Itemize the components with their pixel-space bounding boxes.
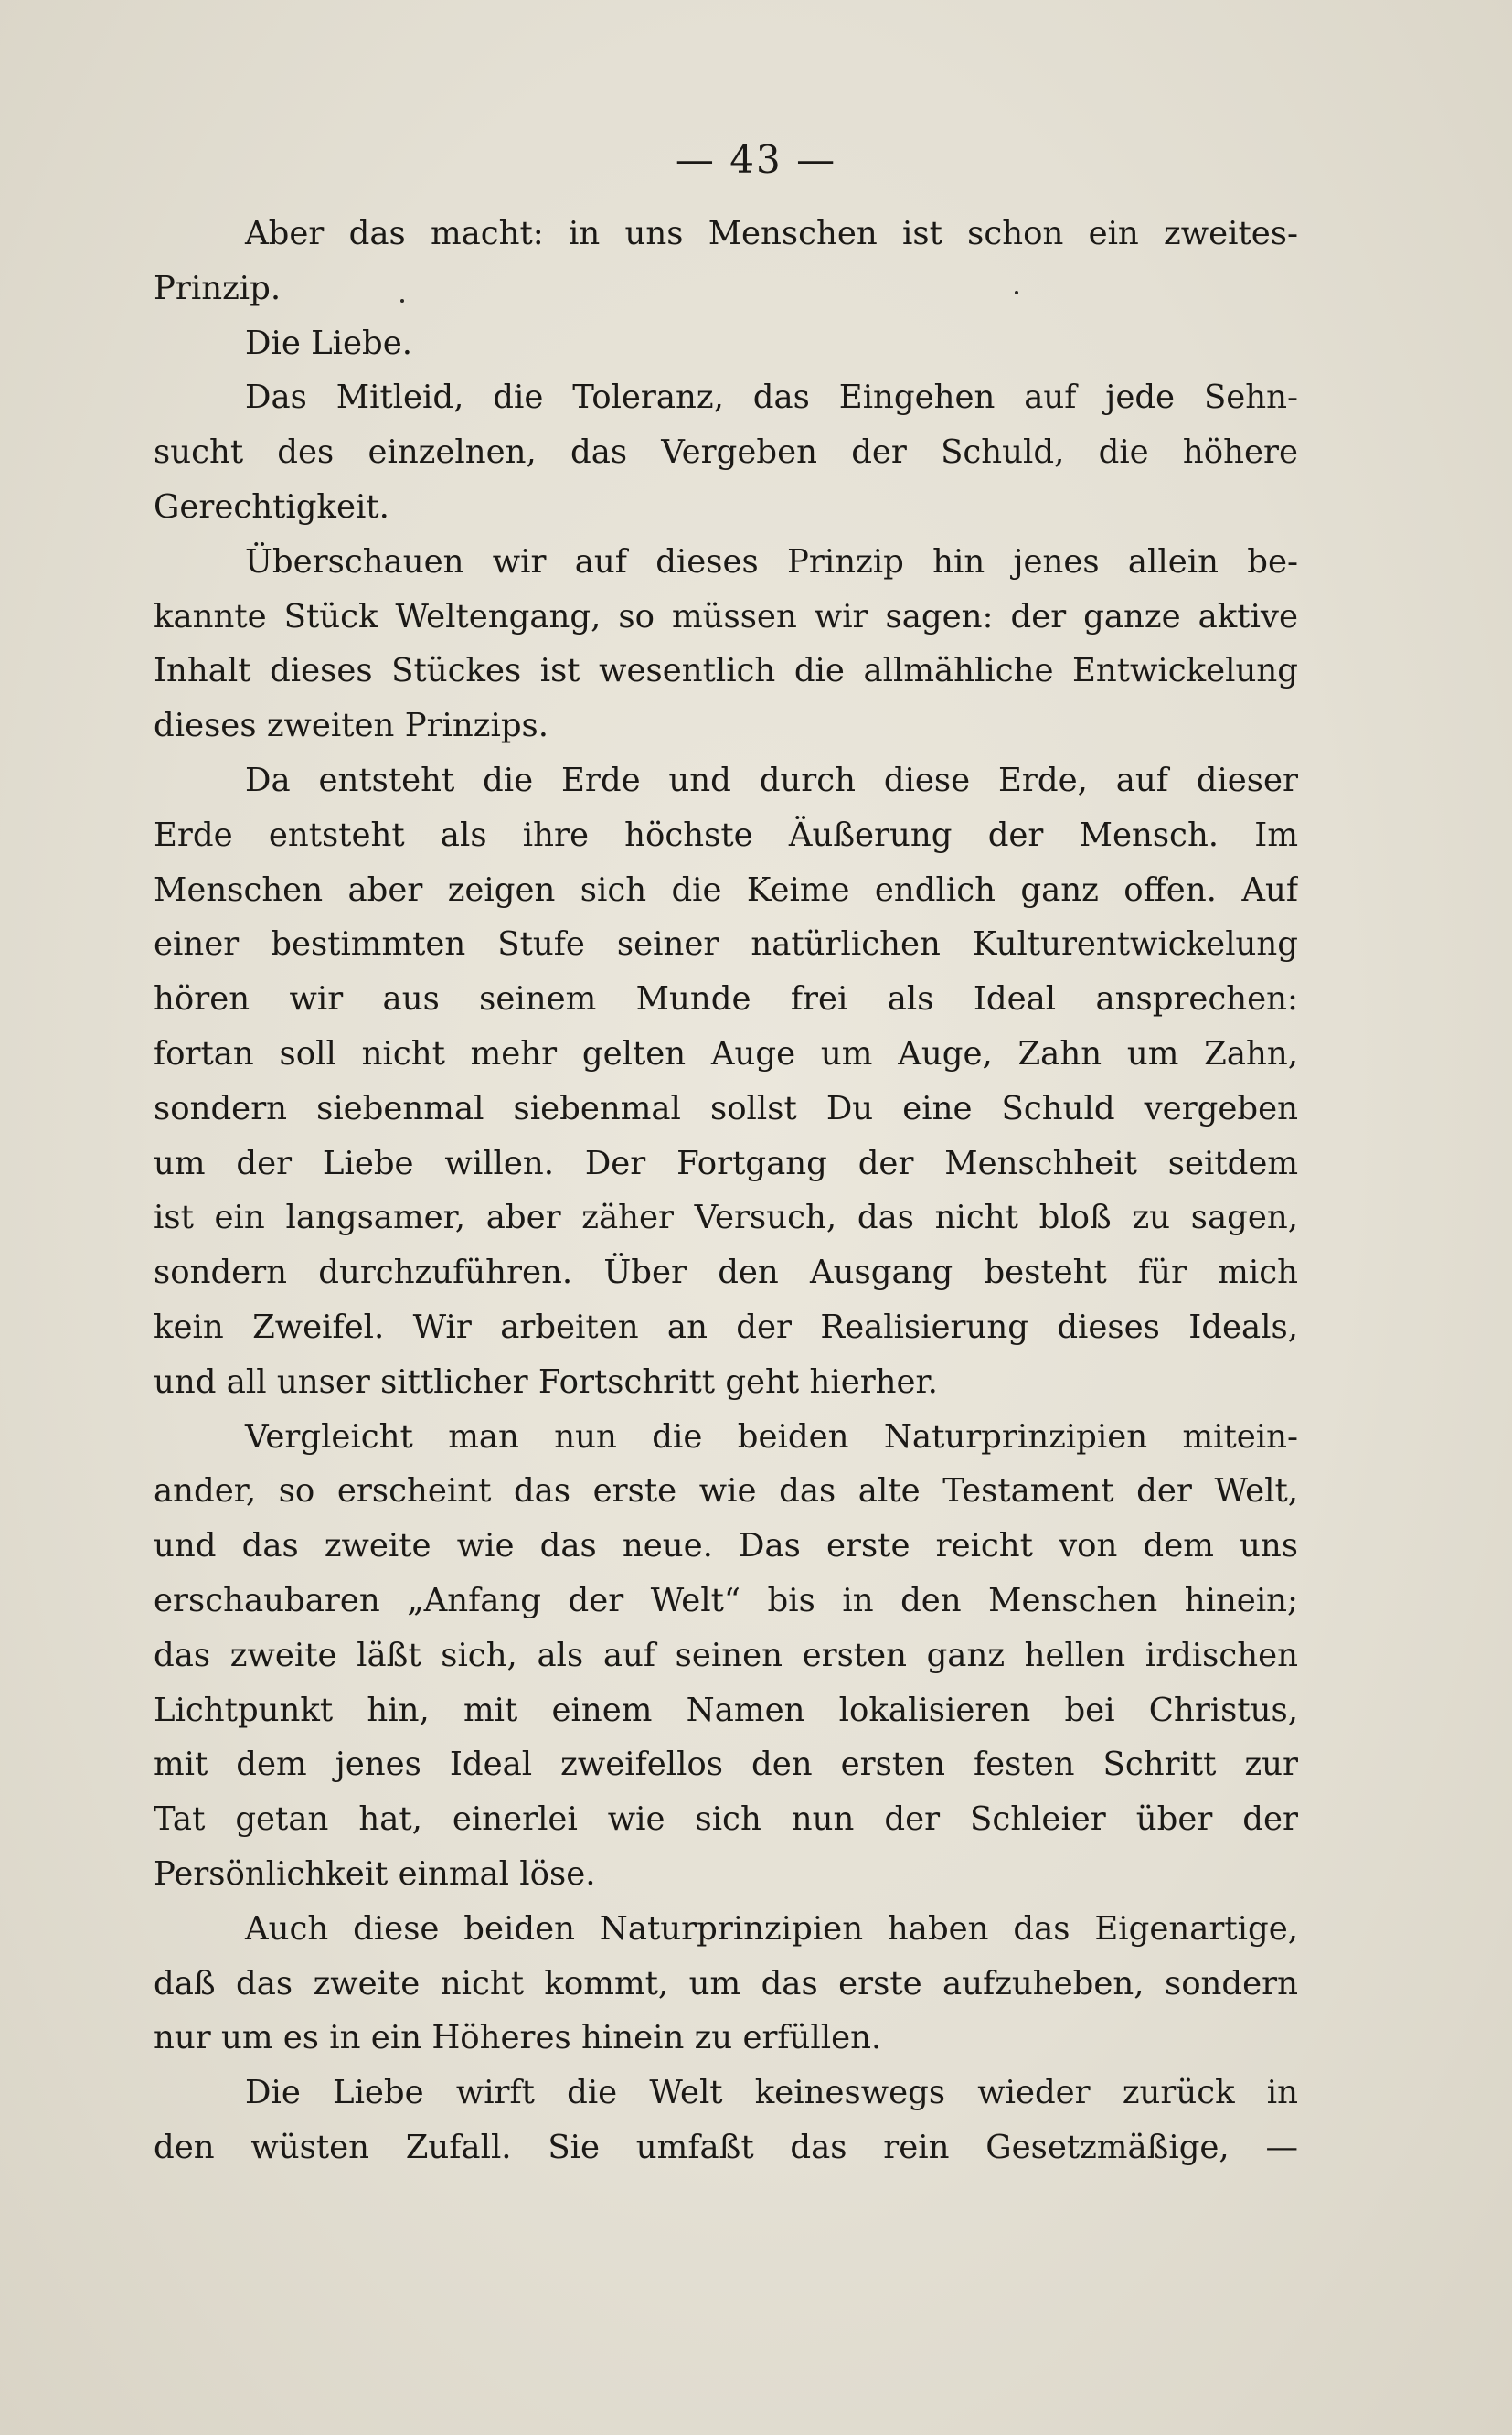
text-line: und das zweite wie das neue. Das erste reicht von dem uns — [154, 1527, 1298, 1565]
text-line: einer bestimmten Stufe seiner natürlichen Kulturentwickelung — [154, 925, 1298, 964]
text-line: kannte Stück Weltengang, so müssen wir sagen: der ganze aktive — [154, 597, 1298, 635]
text-line: kein Zweifel. Wir arbeiten an der Realisierung dieses Ideals, — [154, 1308, 1298, 1346]
body-text — [154, 207, 1298, 2175]
text-line: sondern siebenmal siebenmal sollst Du eine Schuld vergeben — [154, 1089, 1298, 1127]
text-line: Persönlichkeit einmal löse. — [154, 1854, 596, 1893]
ink-speck — [1015, 291, 1018, 294]
ink-speck — [400, 299, 404, 303]
text-line: den wüsten Zufall. Sie umfaßt das rein Gesetzmäßige, — — [154, 2128, 1298, 2166]
text-line: Aber das macht: in uns Menschen ist schon ein zweites- — [245, 215, 1298, 252]
text-line: hören wir aus seinem Munde frei als Ideal ansprechen: — [154, 980, 1298, 1019]
text-line: Gerechtigkeit. — [154, 487, 389, 526]
text-line: Erde entsteht als ihre höchste Äußerung der Mensch. Im — [154, 816, 1298, 854]
text-line: Vergleicht man nun die beiden Naturprinzipien mitein- — [245, 1417, 1298, 1456]
text-line: fortan soll nicht mehr gelten Auge um Auge, Zahn um Zahn, — [154, 1034, 1298, 1073]
text-line: ander, so erscheint das erste wie das alte Testament der Welt, — [154, 1472, 1298, 1511]
text-line: sondern durchzuführen. Über den Ausgang besteht für mich — [154, 1254, 1298, 1292]
text-line: erschaubaren „Anfang der Welt“ bis in den Menschen hinein; — [154, 1581, 1298, 1619]
text-line: und all unser sittlicher Fortschritt geht hierher. — [154, 1362, 938, 1401]
text-line: dieses zweiten Prinzips. — [154, 707, 549, 745]
text-line: Die Liebe wirft die Welt keineswegs wieder zurück in — [245, 2074, 1298, 2112]
text-line: um der Liebe willen. Der Fortgang der Menschheit seitdem — [154, 1144, 1298, 1182]
text-line: Überschauen wir auf dieses Prinzip hin jenes allein be- — [245, 542, 1298, 581]
text-line: Die Liebe. — [245, 324, 413, 362]
text-line: daß das zweite nicht kommt, um das erste aufzuheben, sondern — [154, 1964, 1298, 2002]
text-line: nur um es in ein Höheres hinein zu erfüllen. — [154, 2019, 882, 2057]
text-line: Das Mitleid, die Toleranz, das Eingehen auf jede Sehn- — [245, 379, 1298, 417]
text-line: Menschen aber zeigen sich die Keime endlich ganz offen. Auf — [154, 870, 1298, 909]
text-line: ist ein langsamer, aber zäher Versuch, das nicht bloß zu sagen, — [154, 1199, 1298, 1237]
text-line: Inhalt dieses Stückes ist wesentlich die allmähliche Entwickelung — [154, 652, 1298, 690]
text-line: das zweite läßt sich, als auf seinen ersten ganz hellen irdischen — [154, 1636, 1298, 1674]
text-line: Tat getan hat, einerlei wie sich nun der Schleier über der — [154, 1800, 1298, 1839]
page-number-header: — 43 — — [675, 137, 837, 182]
text-line: mit dem jenes Ideal zweifellos den ersten festen Schritt zur — [154, 1746, 1298, 1784]
text-line: Prinzip. — [154, 269, 282, 307]
text-line: Auch diese beiden Naturprinzipien haben das Eigenartige, — [245, 1909, 1298, 1948]
text-line: Da entsteht die Erde und durch diese Erde, auf dieser — [245, 761, 1298, 799]
text-line: Lichtpunkt hin, mit einem Namen lokalisieren bei Christus, — [154, 1691, 1298, 1729]
text-line: sucht des einzelnen, das Vergeben der Schuld, die höhere — [154, 433, 1298, 472]
